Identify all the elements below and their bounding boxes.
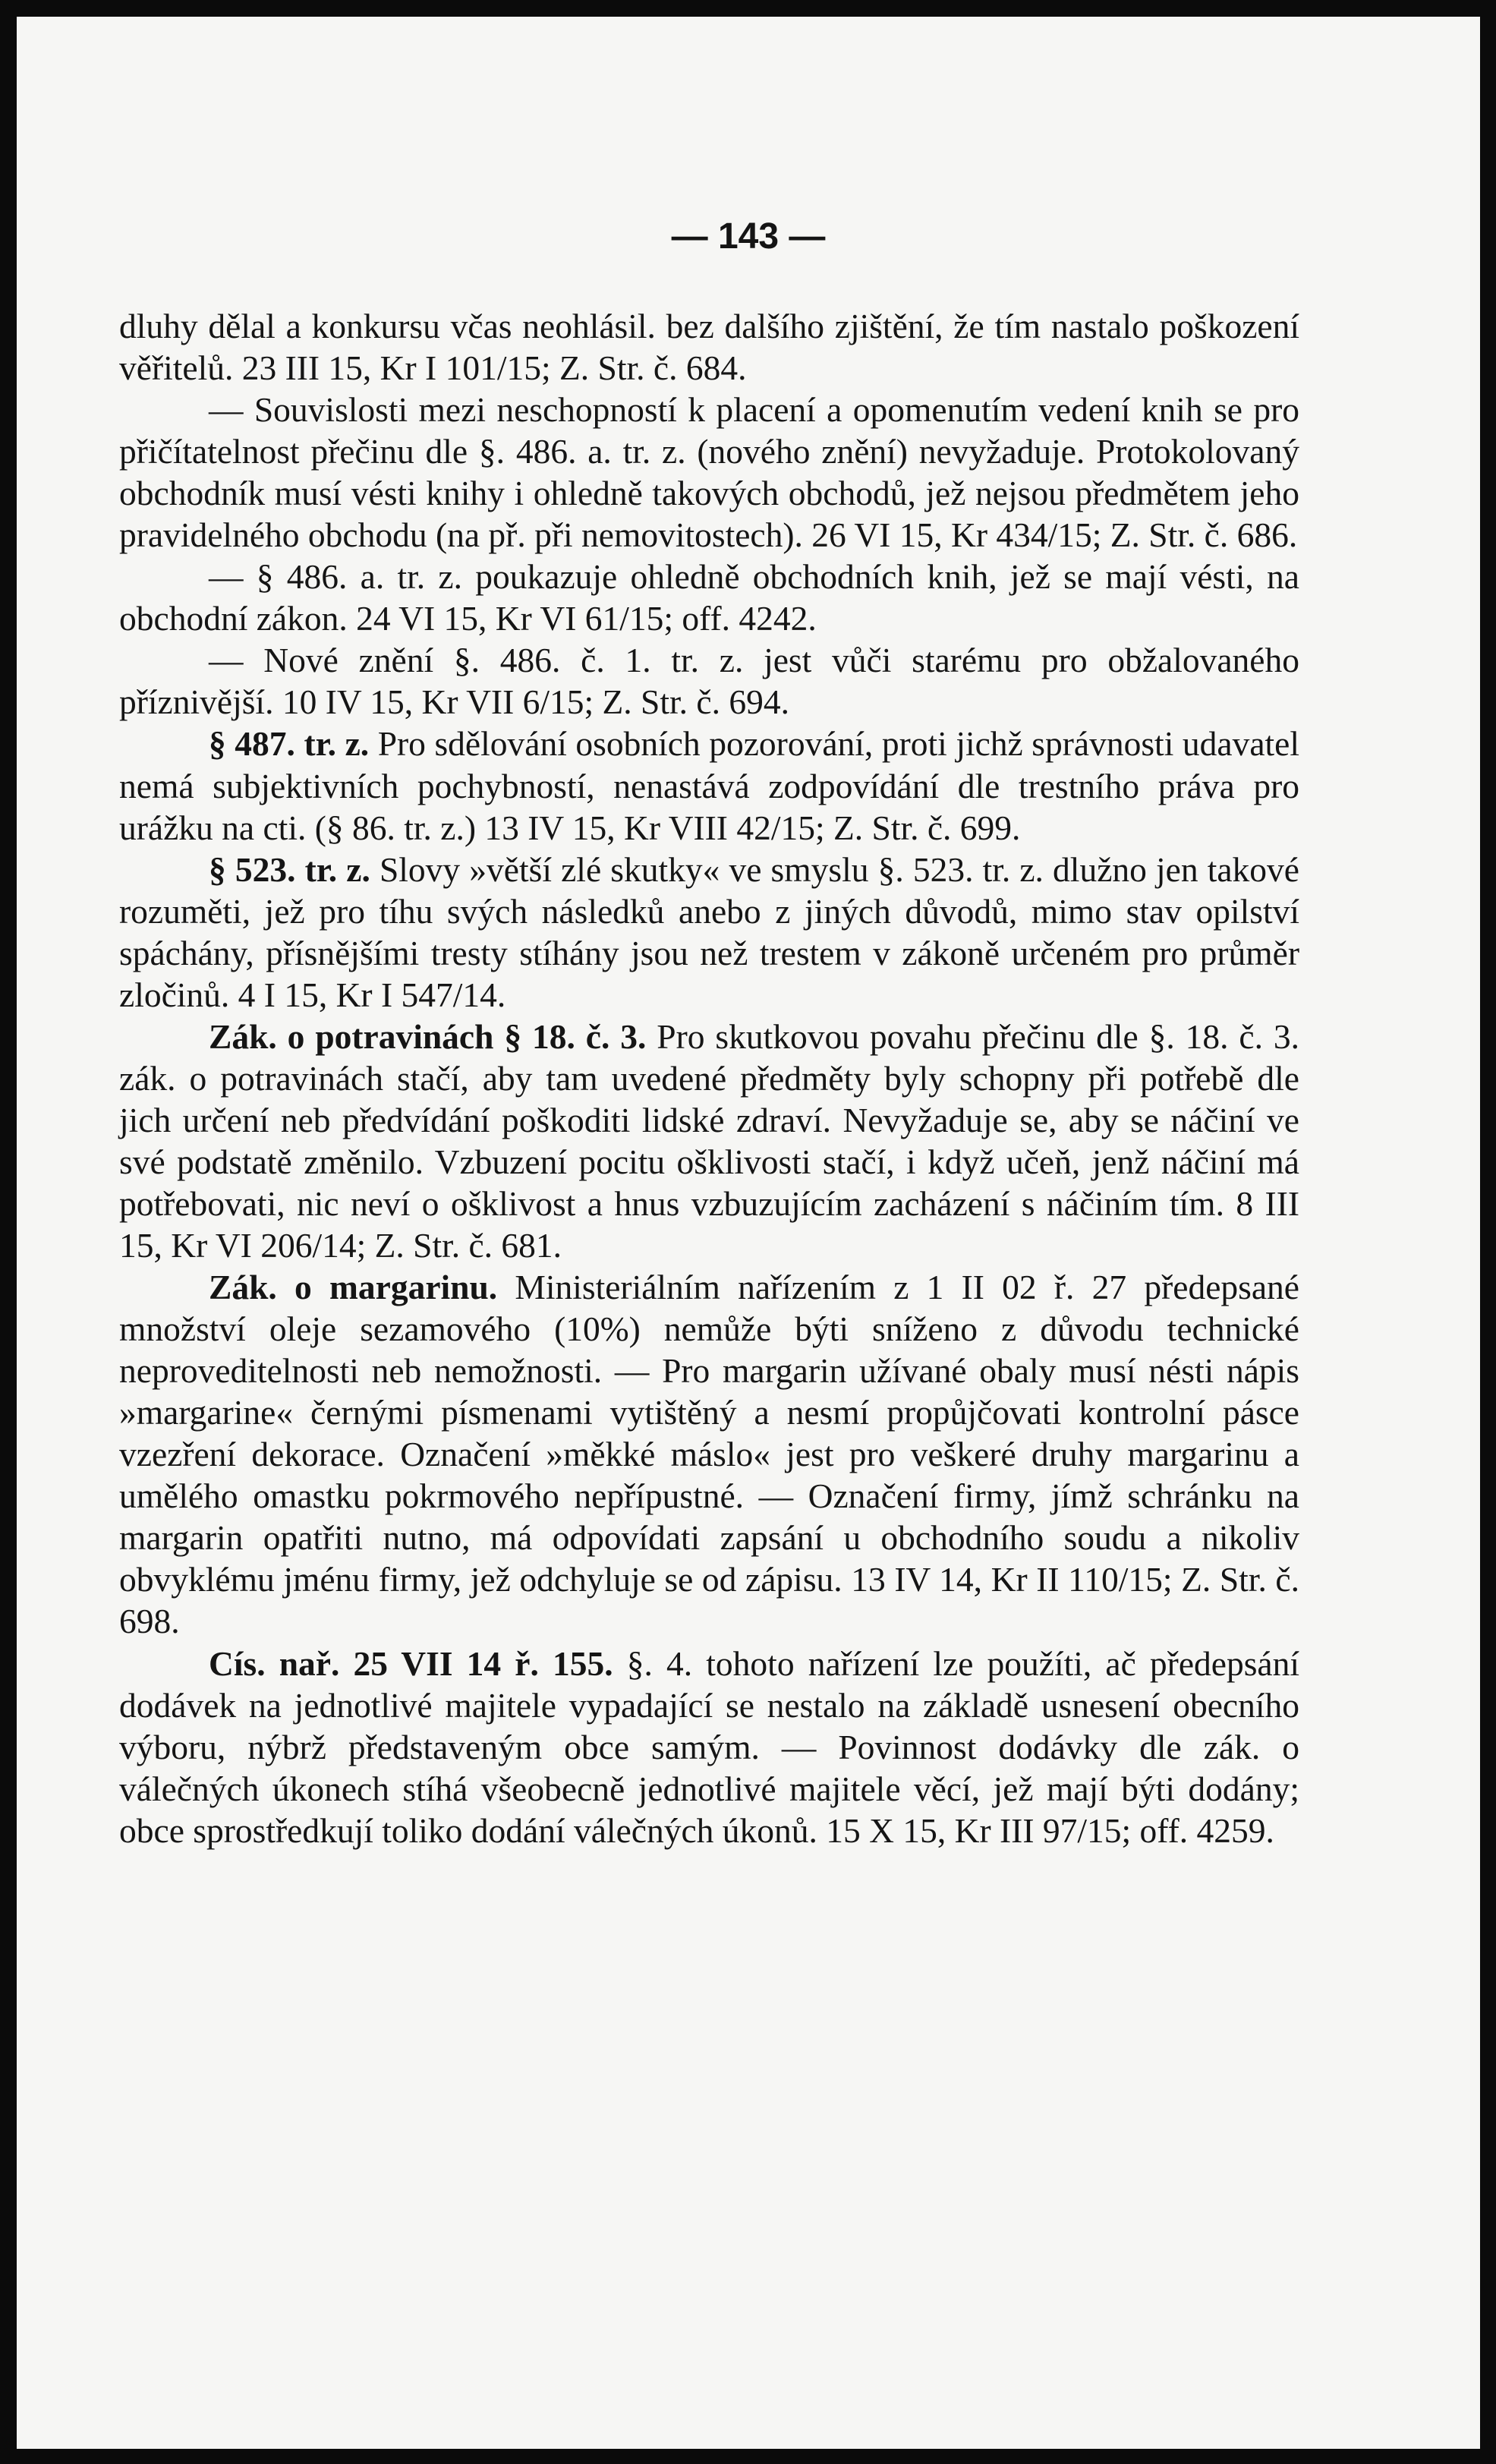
paragraph-5-text: Pro sdělování osobních pozorování, proti jichž správnosti udavatel nemá subjektivních pochybností, nenastává zodpovídání dle trestního práva pro urážku na cti. (§ 86. tr. z.) 13 IV 15, Kr VIII 42/15; Z. Str. č. 699. [119, 724, 1299, 847]
paragraph-5 [119, 723, 1299, 848]
paragraph-5-heading: § 487. tr. z. [209, 724, 370, 764]
paragraph-6-text: Slovy »větší zlé skutky« ve smyslu §. 523. tr. z. dlužno jen takové rozuměti, jež pro tíhu svých následků anebo z jiných důvodů, mimo stav opilství spáchány, přísnějšími tresty stíhány jsou než trestem v zákoně určeném pro průměr zločinů. 4 I 15, Kr I 547/14. [119, 849, 1299, 1014]
paragraph-8-text: Ministeriálním nařízením z 1 II 02 ř. 27 předepsané množství oleje sezamového (10%) nemůže býti sníženo z důvodu technické neproveditelnosti neb nemožnosti. — Pro margarin užívané obaly musí nésti nápis »margarine« černými písmenami vytištěný a nesmí propůjčovati kontrolní pásce vzezření dekorace. Označení »měkké máslo« jest pro veškeré druhy margarinu a umělého omastku pokrmového nepřípustné. — Označení firmy, jímž schránku na margarin opatřiti nutno, má odpovídati zapsání u obchodního soudu a nikoliv obvyklému jménu firmy, jež odchyluje se od zápisu. 13 IV 14, Kr II 110/15; Z. Str. č. 698. [119, 1268, 1299, 1641]
paragraph-8-heading: Zák. o margarinu. [209, 1268, 498, 1307]
paragraph-6-heading: § 523. tr. z. [209, 849, 370, 889]
paragraph-8 [119, 1266, 1299, 1642]
paragraph-7-text: Pro skutkovou povahu přečinu dle §. 18. č. 3. zák. o potravinách stačí, aby tam uvedené předměty byly schopny při potřebě dle jich určení neb předvídání poškoditi lidské zdraví. Nevyžaduje se, aby se náčiní ve své podstatě změnilo. Vzbuzení pocitu ošklivosti stačí, i když učeň, jenž náčiní má potřebovati, nic neví o ošklivost a hnus vzbuzujícím zacházení s náčiním tím. 8 III 15, Kr VI 206/14; Z. Str. č. 681. [119, 1016, 1300, 1265]
paragraph-2-text: — Souvislosti mezi neschopností k placení a opomenutím vedení knih se pro přičítatelnost přečinu dle §. 486. a. tr. z. (nového znění) nevyžaduje. Protokolovaný obchodník musí vésti knihy i ohledně takových obchodů, jež nejsou předmětem jeho pravidelného obchodu (na př. při nemovitostech). 26 VI 15, Kr 434/15; Z. Str. č. 686. [119, 390, 1299, 555]
paragraph-6 [119, 849, 1299, 1016]
paragraph-2 [119, 389, 1299, 556]
paragraph-1 [119, 305, 1299, 389]
paragraph-3-text: — § 486. a. tr. z. poukazuje ohledně obchodních knih, jež se mají vésti, na obchodní zákon. 24 VI 15, Kr VI 61/15; off. 4242. [119, 557, 1299, 638]
paragraph-9-heading: Cís. nař. 25 VII 14 ř. 155. [209, 1643, 613, 1683]
paragraph-7-heading: Zák. o potravinách § 18. č. 3. [209, 1016, 647, 1056]
paragraph-4 [119, 639, 1299, 723]
paragraph-9 [119, 1643, 1299, 1851]
page-number: — 143 — [671, 216, 826, 257]
paragraph-9-text: §. 4. tohoto nařízení lze použíti, ač předepsání dodávek na jednotlivé majitele vypadající se nestalo na základě usnesení obecního výboru, nýbrž představeným obce samým. — Povinnost dodávky dle zák. o válečných úkonech stíhá všeobecně jednotlivé majitele věcí, jež mají býti dodány; obce sprostředkují toliko dodání válečných úkonů. 15 X 15, Kr III 97/15; off. 4259. [119, 1643, 1299, 1850]
paragraph-7 [119, 1016, 1299, 1266]
body-text [119, 305, 1299, 1851]
document-page [17, 17, 1480, 2449]
paragraph-3 [119, 556, 1299, 639]
paragraph-1-text: dluhy dělal a konkursu včas neohlásil. bez dalšího zjištění, že tím nastalo poškození věřitelů. 23 III 15, Kr I 101/15; Z. Str. č. 684. [119, 307, 1299, 388]
paragraph-4-text: — Nové znění §. 486. č. 1. tr. z. jest vůči starému pro obžalovaného příznivější. 10 IV 15, Kr VII 6/15; Z. Str. č. 694. [119, 641, 1299, 722]
